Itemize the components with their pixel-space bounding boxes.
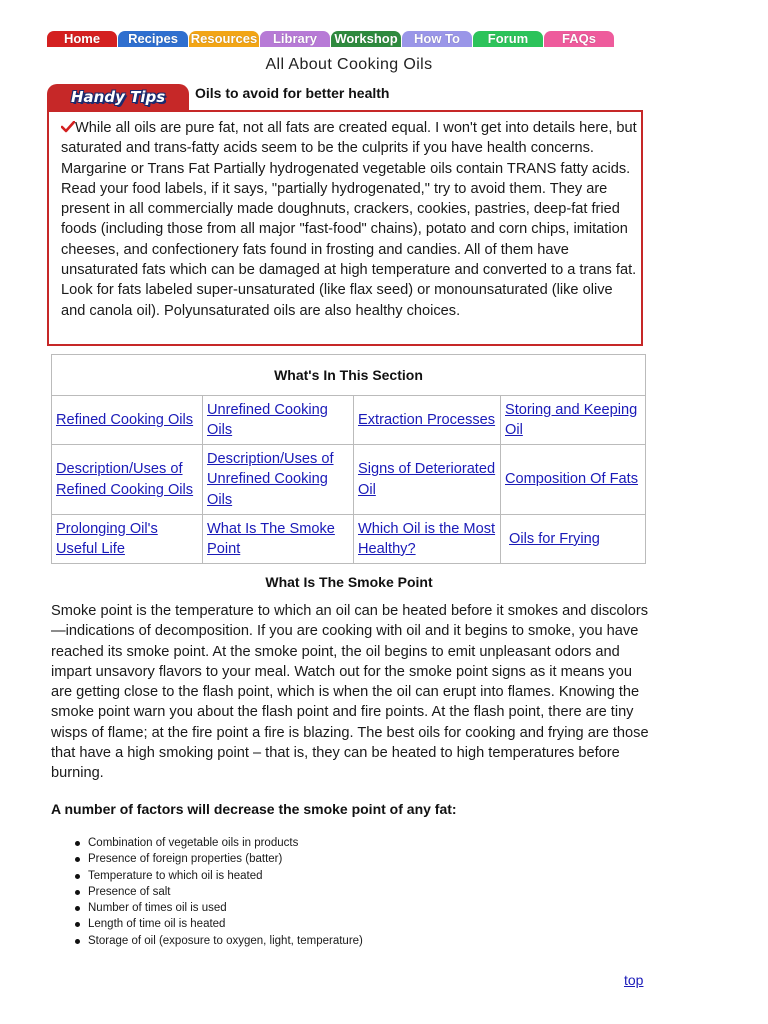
handy-tips-header — [47, 84, 189, 110]
list-item: Combination of vegetable oils in products — [75, 835, 363, 851]
nav-tab-how-to[interactable]: How To — [402, 31, 472, 47]
table-cell — [501, 445, 646, 515]
link-extraction-processes[interactable]: Extraction Processes — [358, 411, 496, 428]
link-signs-of-deteriorated-oil[interactable]: Signs of Deteriorated Oil — [358, 461, 496, 498]
link-refined-cooking-oils[interactable]: Refined Cooking Oils — [56, 411, 194, 428]
back-to-top-link[interactable]: top — [624, 972, 644, 988]
list-item: Presence of salt — [75, 884, 363, 900]
list-item: Number of times oil is used — [75, 900, 363, 916]
main-nav — [47, 31, 615, 47]
link-which-oil-most-healthy[interactable]: Which Oil is the Most Healthy? — [358, 520, 496, 557]
link-description-unrefined[interactable]: Description/Uses of Unrefined Cooking Oils — [207, 451, 334, 508]
table-cell — [52, 396, 203, 445]
nav-tab-recipes[interactable]: Recipes — [118, 31, 188, 47]
handy-tips-badge: Handy Tips — [71, 88, 166, 106]
table-cell — [354, 396, 501, 445]
table-cell — [501, 515, 646, 564]
link-composition-of-fats[interactable]: Composition Of Fats — [505, 471, 639, 488]
section-table-heading: What's In This Section — [52, 355, 646, 396]
smoke-point-paragraph: Smoke point is the temperature to which an oil can be heated before it smokes and discolors—indications of decomposition. If you are cooking with oil and it begins to smoke, you have reached its smoke point. At the smoke point, the oil begins to emit unpleasant odors and impart unsavory flavors to your meal. Watch out for the smoke point signs as it means you are getting close to the flash point, which is when the oil can erupt into flames. Knowing the smoke point warn you about the flash point and fire points. At the flash point, there are tiny wisps of flame; at the fire point a fire is blazing. The best oils for cooking and frying are those that have a high smoking point – that is, they can be heated to high temperatures before burning. — [51, 603, 649, 782]
table-cell — [501, 396, 646, 445]
tips-subtitle: Oils to avoid for better health — [195, 85, 390, 101]
nav-tab-resources[interactable]: Resources — [190, 31, 258, 46]
list-item: Presence of foreign properties (batter) — [75, 851, 363, 867]
table-cell — [52, 515, 203, 564]
table-cell — [203, 445, 354, 515]
link-description-refined[interactable]: Description/Uses of Refined Cooking Oils — [56, 461, 194, 498]
nav-tab-workshop[interactable]: Workshop — [331, 31, 401, 47]
section-links-table — [51, 354, 646, 564]
nav-tab-home[interactable]: Home — [47, 31, 117, 47]
page-title: All About Cooking Oils — [265, 56, 433, 73]
tips-paragraph — [61, 118, 641, 321]
list-item: Length of time oil is heated — [75, 916, 363, 932]
table-cell — [203, 396, 354, 445]
nav-tab-forum[interactable]: Forum — [473, 31, 543, 47]
factors-heading: A number of factors will decrease the smoke point of any fat: — [51, 801, 457, 817]
nav-tab-library[interactable]: Library — [260, 31, 330, 47]
factors-list — [75, 835, 363, 949]
link-prolonging-oils-life[interactable]: Prolonging Oil's Useful Life — [56, 520, 158, 557]
link-what-is-the-smoke-point[interactable]: What Is The Smoke Point — [207, 520, 335, 557]
table-cell — [354, 445, 501, 515]
table-cell — [354, 515, 501, 564]
tips-text: While all oils are pure fat, not all fats are created equal. I won't get into details here, but saturated and trans-fatty acids seem to be the culprits if you have health concerns. Margarine or Trans Fat Partially hydrogenated vegetable oils contain TRANS fatty acids. Read your food labels, if it says, "partially hydrogenated," try to avoid them. They are present in all commercially made doughnuts, crackers, cookies, pastries, deep-fat fried foods (including those from all major "fast-food" chains), potato and corn chips, imitation cheeses, and confectionery fats found in frosting and candies. All of them have unsaturated fats which can be damaged at high temperature and converted to a trans fat. Look for fats labeled super-unsaturated (like flax seed) or monounsaturated (like olive and canola oil). Polyunsaturated oils are also healthy choices. — [61, 120, 637, 319]
list-item: Storage of oil (exposure to oxygen, light, temperature) — [75, 933, 363, 949]
table-cell — [203, 515, 354, 564]
link-unrefined-cooking-oils[interactable]: Unrefined Cooking Oils — [207, 401, 328, 438]
link-oils-for-frying[interactable]: Oils for Frying — [509, 530, 600, 547]
list-item: Temperature to which oil is heated — [75, 868, 363, 884]
smoke-point-heading: What Is The Smoke Point — [265, 574, 433, 590]
link-storing-and-keeping-oil[interactable]: Storing and Keeping Oil — [505, 401, 638, 438]
nav-tab-faqs[interactable]: FAQs — [544, 31, 614, 47]
checkmark-icon — [61, 121, 75, 133]
table-cell — [52, 445, 203, 515]
